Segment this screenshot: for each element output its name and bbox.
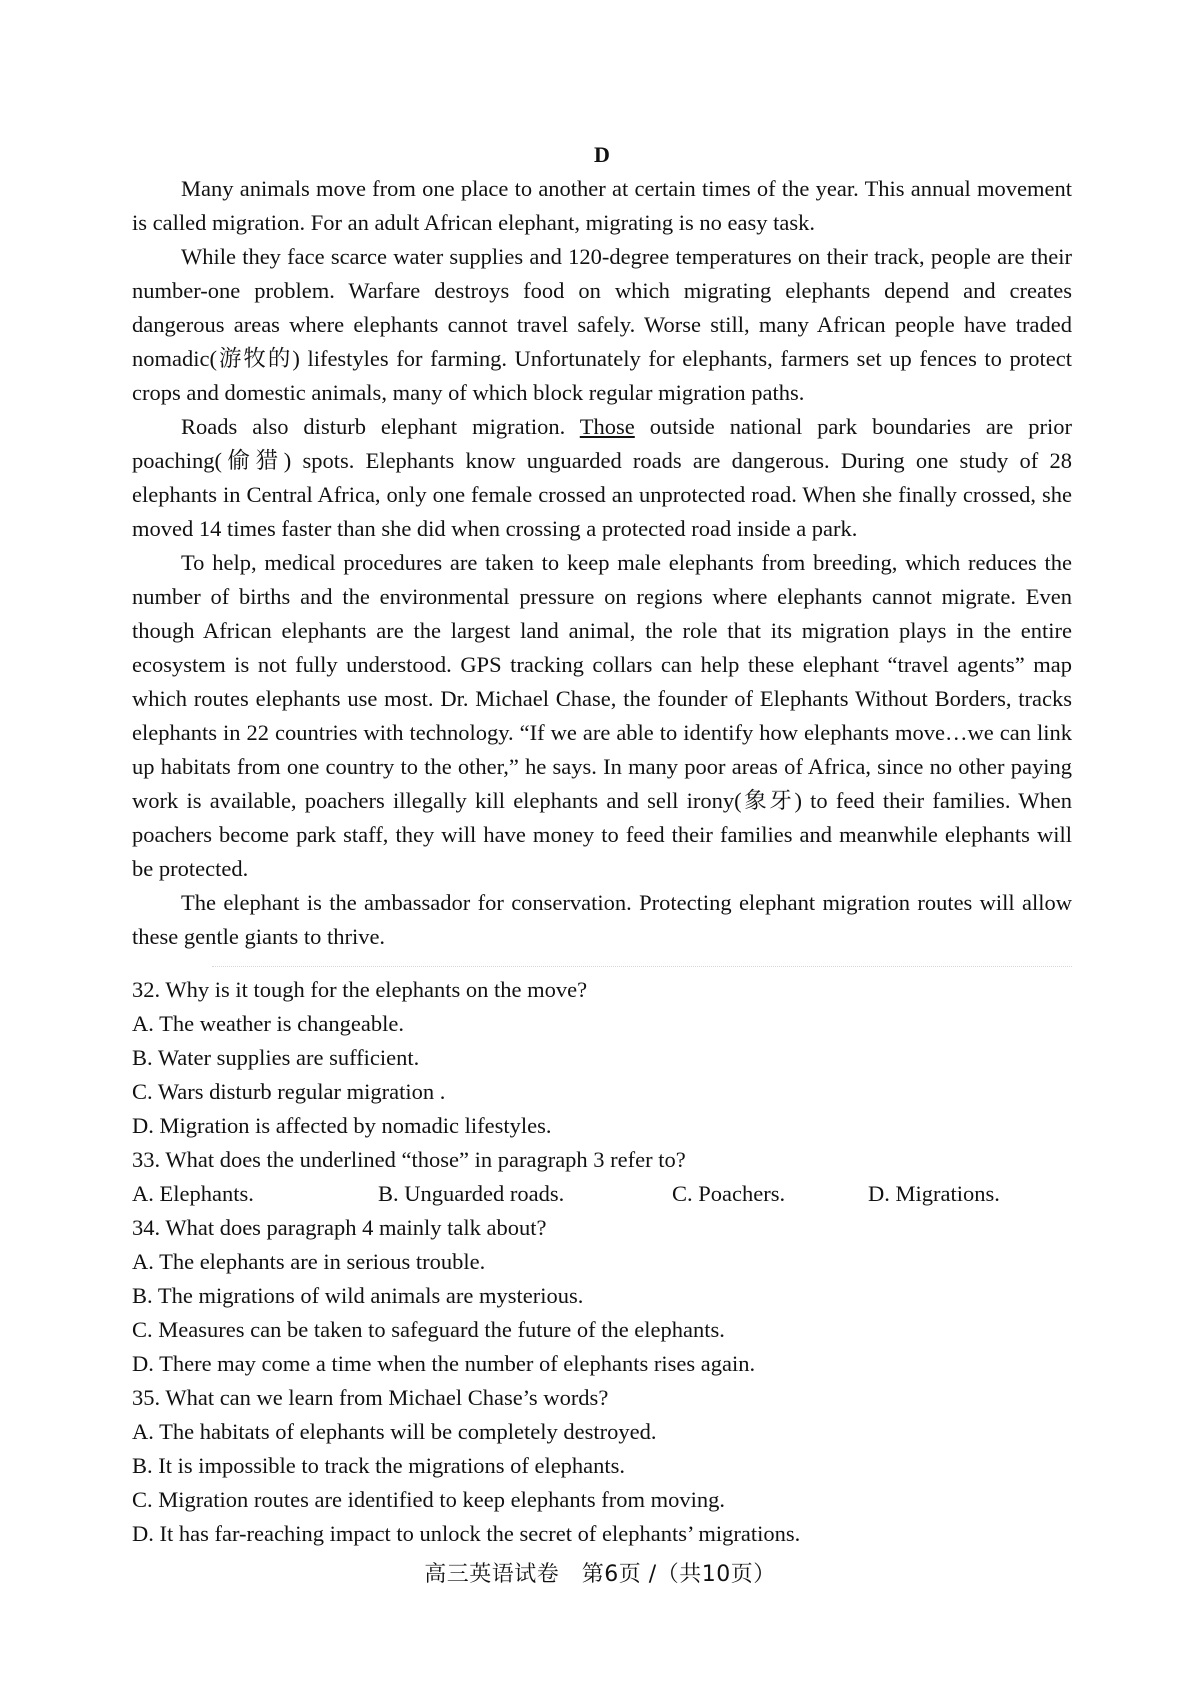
underlined-word: Those [579, 414, 635, 439]
paragraph-1: Many animals move from one place to another at certain times of the year. This annual movement is called migration. For an adult African elephant, migrating is no easy task. [132, 176, 1072, 235]
question-stem: 32. Why is it tough for the elephants on the move? [132, 977, 588, 1002]
paragraph-4: To help, medical procedures are taken to keep male elephants from breeding, which reduces the number of births and the environmental pressure on regions where elephants cannot migrate. Even though African elephants are the largest land animal, the role that its migration plays in the entire ecosystem is not fully understood. GPS tracking collars can help these elephant “travel agents” map which routes elephants use most. Dr. Michael Chase, the founder of Elephants Without Borders, tracks elephants in 22 countries with technology. “If we are able to identify how elephants move…we can link up habitats from one country to the other,” he says. In many poor areas of Africa, since no other paying work is available, poachers illegally kill elephants and sell irony(象牙) to feed their families. When poachers become park staff, they will have money to feed their families and meanwhile elephants will be protected. [132, 550, 1072, 881]
option-d: D. There may come a time when the number of elephants rises again. [132, 1351, 756, 1376]
question-stem: 35. What can we learn from Michael Chase’s words? [132, 1385, 609, 1410]
option-a: A. The elephants are in serious trouble. [132, 1249, 486, 1274]
option-a: A. The habitats of elephants will be completely destroyed. [132, 1419, 657, 1444]
question-33 [132, 1143, 1072, 1211]
paragraph-2: While they face scarce water supplies and 120-degree temperatures on their track, people are their number-one problem. Warfare destroys food on which migrating elephants depend and creates dangerous areas where elephants cannot travel safely. Worse still, many African people have traded nomadic(游牧的) lifestyles for farming. Unfortunately for elephants, farmers set up fences to protect crops and domestic animals, many of which block regular migration paths. [132, 244, 1072, 405]
option-a: A. Elephants. [132, 1181, 254, 1206]
exam-page [132, 138, 1072, 1551]
option-d: D. Migrations. [868, 1181, 1000, 1206]
option-c: C. Wars disturb regular migration . [132, 1079, 446, 1104]
option-c: C. Poachers. [672, 1181, 786, 1206]
option-b: B. Unguarded roads. [378, 1181, 565, 1206]
paragraph-5: The elephant is the ambassador for conservation. Protecting elephant migration routes will allow these gentle giants to thrive. [132, 890, 1072, 949]
question-stem: 33. What does the underlined “those” in paragraph 3 refer to? [132, 1147, 686, 1172]
option-d: D. It has far-reaching impact to unlock the secret of elephants’ migrations. [132, 1521, 801, 1546]
question-stem: 34. What does paragraph 4 mainly talk about? [132, 1215, 547, 1240]
option-a: A. The weather is changeable. [132, 1011, 404, 1036]
options-row [132, 1177, 1072, 1211]
question-34 [132, 1211, 1072, 1381]
option-c: C. Measures can be taken to safeguard the future of the elephants. [132, 1317, 725, 1342]
option-d: D. Migration is affected by nomadic lifestyles. [132, 1113, 552, 1138]
page-footer: 高三英语试卷 第6页 /（共10页） [424, 1562, 776, 1587]
question-32 [132, 973, 1072, 1143]
option-b: B. It is impossible to track the migrations of elephants. [132, 1453, 626, 1478]
paragraph-3 [132, 410, 1072, 546]
divider [212, 966, 1072, 967]
option-b: B. The migrations of wild animals are mysterious. [132, 1283, 584, 1308]
question-35 [132, 1381, 1072, 1551]
paragraph-3-before: Roads also disturb elephant migration. [181, 414, 580, 439]
paragraph-3-after: outside national park boundaries are prior poaching(偷猎) spots. Elephants know unguarded roads are dangerous. During one study of 28 elephants in Central Africa, only one female crossed an unprotected road. When she finally crossed, she moved 14 times faster than she did when crossing a protected road inside a park. [132, 414, 1072, 541]
option-b: B. Water supplies are sufficient. [132, 1045, 420, 1070]
option-c: C. Migration routes are identified to keep elephants from moving. [132, 1487, 725, 1512]
section-title: D [594, 142, 610, 167]
